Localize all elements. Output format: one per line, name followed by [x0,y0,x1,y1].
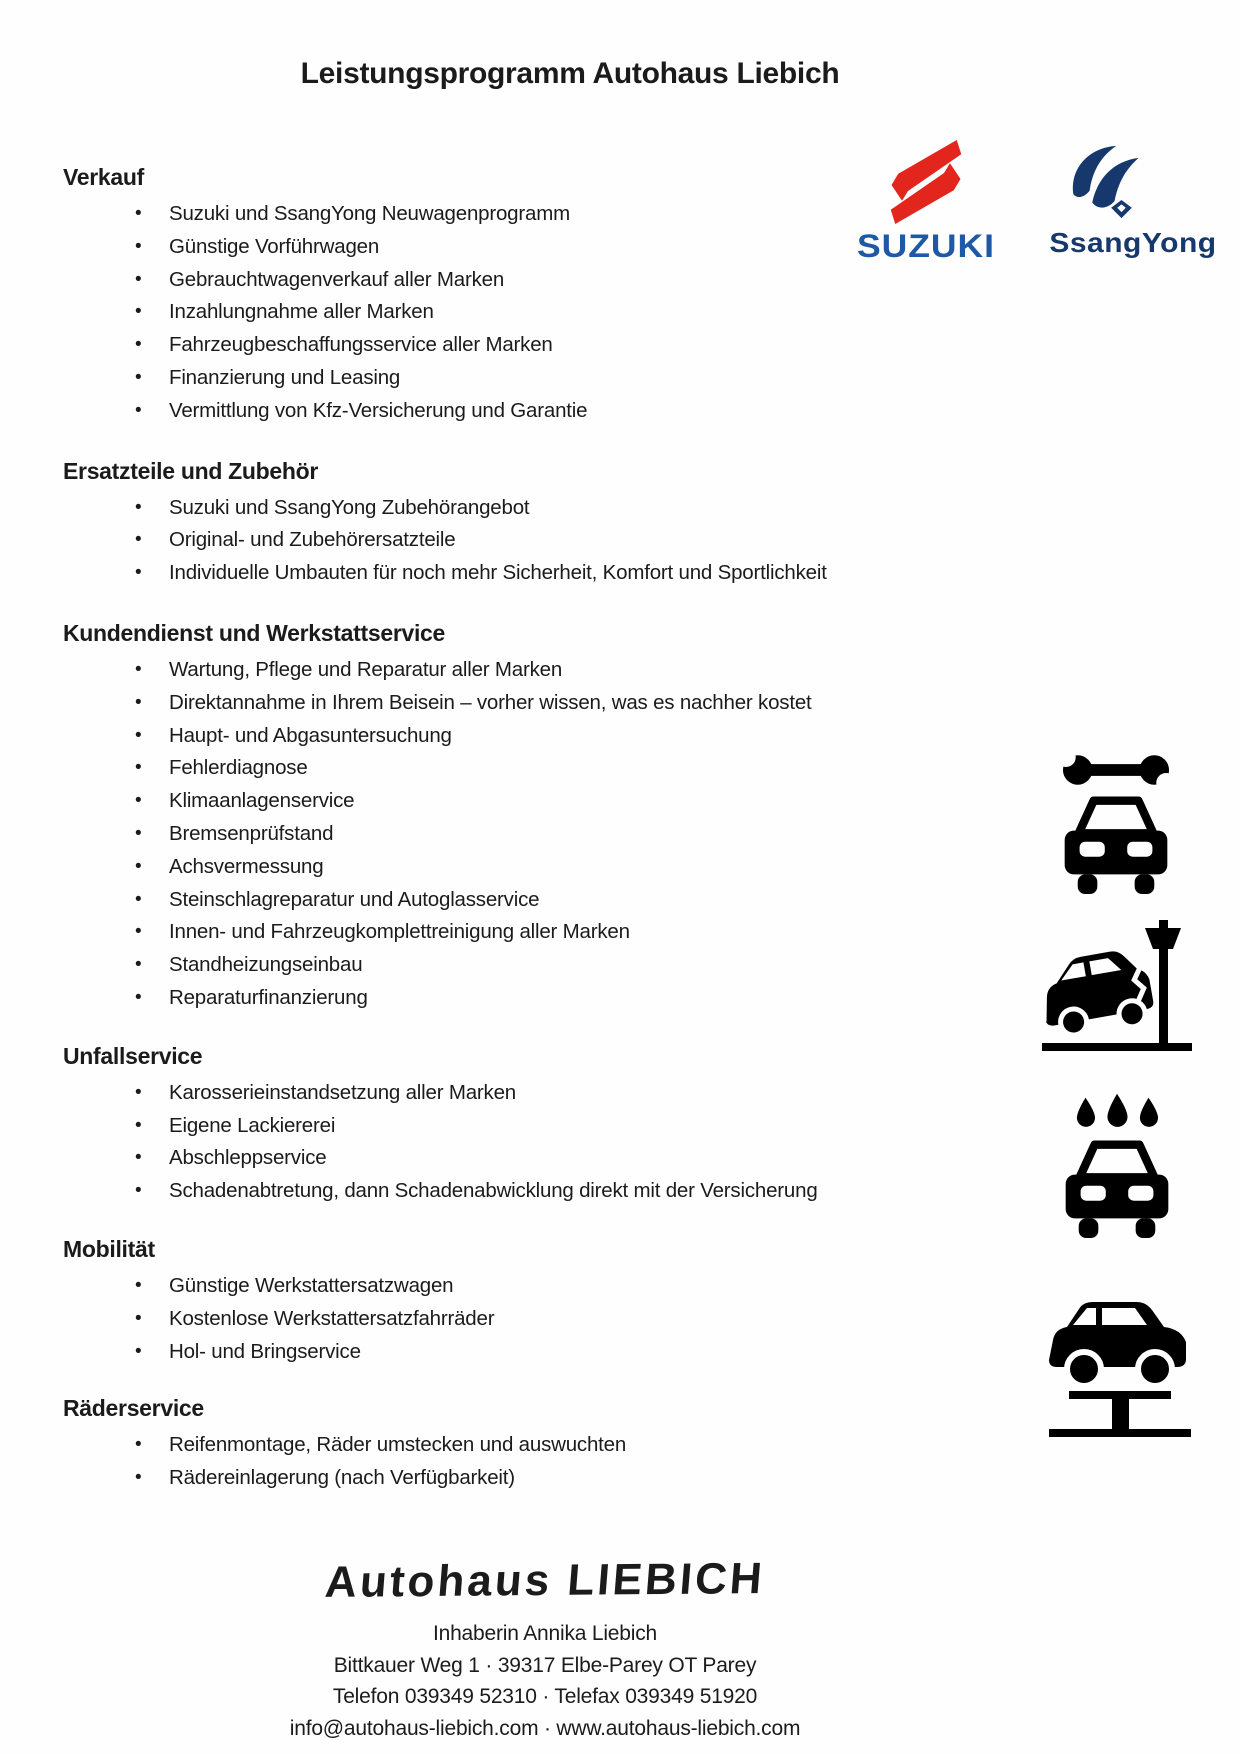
bullet-icon: • [135,334,142,356]
list-item: • Abschleppservice [63,1142,1023,1175]
bullet-icon: • [135,954,142,976]
list-item: • Haupt- und Abgasuntersuchung [63,720,1023,753]
address-line: Bittkauer Weg 1 · 39317 Elbe-Parey OT Parey [333,1653,757,1677]
suzuki-wordmark: SUZUKI [857,228,995,265]
bullet-icon: • [135,1180,142,1202]
section-kundendienst [63,618,1023,1015]
section-heading: Mobilität [63,1235,155,1262]
phone-line: Telefon 039349 52310 · Telefax 039349 51920 [332,1685,758,1708]
bullet-icon: • [135,366,142,388]
bullet-icon: • [135,757,142,779]
bullet-icon: • [135,790,142,812]
bullet-icon: • [135,562,142,584]
owner-line: Inhaberin Annika Liebich [432,1622,658,1645]
bullet-icon: • [135,921,142,943]
bullet-icon: • [135,529,142,551]
list-item: • Bremsenprüfstand [63,818,1023,851]
section-heading: Ersatzteile und Zubehör [63,457,319,484]
list-item: • Karosserieinstandsetzung aller Marken [63,1077,1023,1110]
section-mobilitaet [63,1234,1023,1368]
list-item: • Reifenmontage, Räder umstecken und auswuchten [63,1429,1023,1462]
bullet-icon: • [135,496,142,518]
contact-line: info@autohaus-liebich.com · www.autohaus-liebich.com [289,1716,801,1740]
bullet-icon: • [135,1081,142,1103]
bullet-icon: • [135,724,142,746]
bullet-icon: • [135,691,142,713]
list-item: • Fehlerdiagnose [63,752,1023,785]
section-unfallservice [63,1041,1023,1208]
car-lift-icon [1042,1298,1195,1438]
list-item: • Kostenlose Werkstattersatzfahrräder [63,1303,1023,1336]
section-raederservice [63,1393,1023,1495]
list-item: • Steinschlagreparatur und Autoglasservice [63,884,1023,917]
list-item: • Suzuki und SsangYong Neuwagenprogramm [63,198,1023,231]
bullet-icon: • [135,986,142,1008]
bullet-icon: • [135,1114,142,1136]
section-heading: Kundendienst und Werkstattservice [63,619,446,646]
list-item: • Gebrauchtwagenverkauf aller Marken [63,264,1023,297]
list-item: • Eigene Lackiererei [63,1110,1023,1143]
bullet-icon: • [135,888,142,910]
bullet-icon: • [135,822,142,844]
bullet-icon: • [135,855,142,877]
bullet-icon: • [135,235,142,257]
list-item: • Achsvermessung [63,851,1023,884]
section-verkauf [63,162,1023,428]
ssangyong-logo [1030,138,1236,262]
list-item: • Vermittlung von Kfz-Versicherung und Garantie [63,395,1023,428]
list-item: • Reparaturfinanzierung [63,982,1023,1015]
list-item: • Innen- und Fahrzeugkomplettreinigung aller Marken [63,916,1023,949]
bullet-icon: • [135,301,142,323]
bullet-icon: • [135,1147,142,1169]
car-front-icon [1060,796,1172,895]
ssangyong-wordmark: SsangYong [1049,228,1217,259]
bullet-icon: • [135,1434,142,1456]
water-drops-icon [1072,1092,1162,1134]
car-front-icon [1061,1140,1173,1239]
section-heading: Verkauf [63,164,145,190]
service-list [63,150,1023,1495]
bullet-icon: • [135,203,142,224]
wrench-car-service-icon [1058,752,1173,895]
list-item: • Hol- und Bringservice [63,1336,1023,1369]
bullet-icon: • [135,399,142,421]
list-item: • Individuelle Umbauten für noch mehr Sicherheit, Komfort und Sportlichkeit [63,557,1023,590]
list-item: • Suzuki und SsangYong Zubehörangebot [63,492,1023,525]
section-heading: Räderservice [63,1395,204,1422]
bullet-icon: • [135,1340,142,1362]
list-item: • Inzahlungnahme aller Marken [63,296,1023,329]
list-item: • Standheizungseinbau [63,949,1023,982]
list-item: • Klimaanlagenservice [63,785,1023,818]
company-logo-text: Autohaus LIEBICH [323,1554,767,1607]
bullet-icon: • [135,1467,142,1489]
bullet-icon: • [135,268,142,290]
wrench-icon [1061,752,1171,788]
list-item: • Wartung, Pflege und Reparatur aller Marken [63,654,1023,687]
ssangyong-wings-icon [1063,138,1149,226]
section-ersatzteile [63,456,1023,590]
bullet-icon: • [135,1274,142,1296]
list-item: • Günstige Werkstattersatzwagen [63,1270,1023,1303]
list-item: • Fahrzeugbeschaffungsservice aller Marken [63,329,1023,362]
list-item: • Direktannahme in Ihrem Beisein – vorher wissen, was es nachher kostet [63,687,1023,720]
list-item: • Original- und Zubehörersatzteile [63,524,1023,557]
list-item: • Günstige Vorführwagen [63,231,1023,264]
section-heading: Unfallservice [63,1042,203,1069]
list-item: • Finanzierung und Leasing [63,362,1023,395]
bullet-icon: • [135,1307,142,1329]
footer [0,1556,1090,1744]
page-title: Leistungsprogramm Autohaus Liebich [300,57,840,90]
list-item: • Schadenabtretung, dann Schadenabwicklung direkt mit der Versicherung [63,1175,1023,1208]
list-item: • Rädereinlagerung (nach Verfügbarkeit) [63,1462,1023,1495]
car-wash-icon [1060,1092,1173,1239]
car-crash-icon [1042,916,1195,1054]
bullet-icon: • [135,658,142,680]
